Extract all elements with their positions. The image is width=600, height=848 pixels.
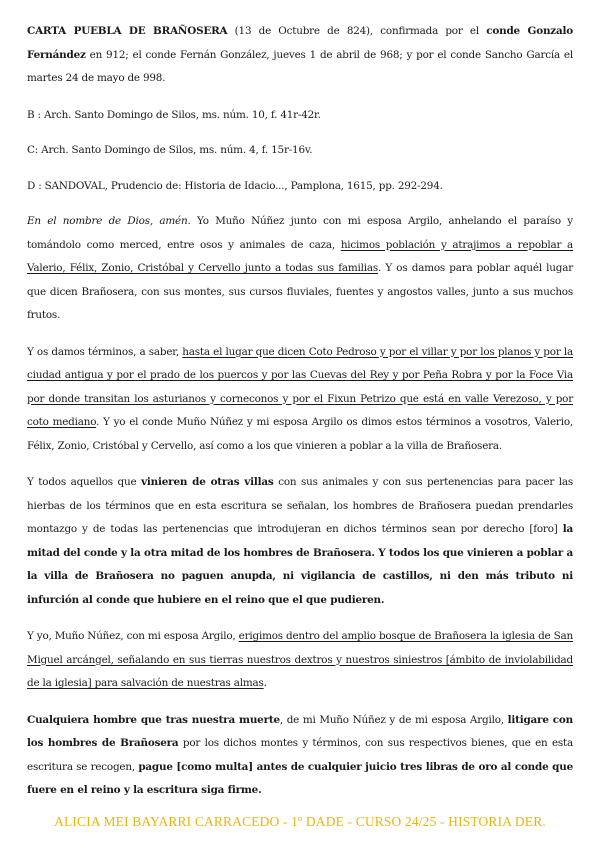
count-name: conde Gonzalo Fernández	[27, 25, 574, 61]
intro-text-2: en 912; el conde Fernán González, jueves 1 de abril de 968; y por el conde Sancho García el martes 24 de mayo de 998.	[27, 48, 573, 84]
boundaries-text-2: . Y yo el conde Muño Núñez y mi esposa Argilo os dimos estos términos a vosotros, Valerio, Félix, Zonio, Cristóbal y Cervello, así como a los que vinieren a poblar a la villa de Brañosera.	[27, 416, 573, 452]
church-text-2: .	[263, 677, 267, 689]
grazing-bold-1: vinieren de otras villas	[141, 476, 274, 488]
church-underlined: erigimos dentro del amplio bosque de Brañosera la iglesia de San Miguel arcángel, señalando en sus tierras nuestros dextros y nuestros siniestros [ámbito de inviolabilidad de la iglesia] para salvación de nuestras almas	[27, 630, 573, 689]
settlers-underlined: hicimos población y atrajimos a repoblar a Valerio, Félix, Zonio, Cristóbal y Cervello junto a todas sus familias	[27, 238, 574, 274]
source-d: D : SANDOVAL, Prudencio de: Historia de Idacio..., Pamplona, 1615, pp. 292-294.	[27, 179, 443, 192]
grazing-text-1: Y todos aquellos que	[27, 476, 142, 488]
penalty-bold-1: Cualquiera hombre que tras nuestra muerte	[27, 713, 280, 726]
intro-text-1: (13 de Octubre de 824), confirmada por el	[227, 25, 487, 37]
intro-paragraph	[27, 20, 573, 91]
source-b: B : Arch. Santo Domingo de Silos, ms. núm. 10, f. 41r-42r.	[27, 108, 321, 121]
grazing-bold-2: la mitad del conde y la otra mitad de los hombres de Brañosera. Y todos los que vinieren a poblar a la villa de Brañosera no paguen anupda, ni vigilancia de castillos, ni den más tributo ni infurción al conde que hubiere en el reino que el que pudieren.	[27, 523, 573, 606]
invocation: En el nombre de Dios, amén.	[27, 215, 191, 227]
penalty-paragraph	[27, 709, 573, 803]
grazing-text-2: con sus animales y con sus pertenencias para pacer las hierbas de los términos que en esta escritura se señalan, los hombres de Brañosera puedan prendarles montazgo y de todas las pertenencias que introdujeran en dichos términos sean por derecho [foro]	[27, 476, 573, 535]
boundaries-paragraph	[27, 341, 573, 459]
church-paragraph	[27, 625, 573, 696]
charter-title: CARTA PUEBLA DE BRAÑOSERA	[27, 25, 228, 37]
penalty-bold-3: pague [como multa] antes de cualquier juicio tres libras de oro al conde que fuere en el reino y la escritura siga firme.	[27, 760, 574, 796]
page-footer: ALICIA MEI BAYARRI CARRACEDO - 1º DADE - CURSO 24/25 - HISTORIA DER.	[54, 814, 546, 829]
boundaries-text-1: Y os damos términos, a saber,	[27, 345, 183, 358]
penalty-text-2: por los dichos montes y términos, con sus respectivos bienes, que en esta escritura se recogen,	[27, 737, 574, 773]
settlement-paragraph	[27, 210, 573, 328]
settlement-text-2: . Y os damos para poblar aquél lugar que dicen Brañosera, con sus montes, sus cursos fluviales, fuentes y angostos valles, junto a sus muchos frutos.	[27, 262, 573, 321]
boundaries-underlined: hasta el lugar que dicen Coto Pedroso y por el villar y por los planos y por la ciudad antigua y por el prado de los puercos y por las Cuevas del Rey y por Peña Robra y por la Foce Via por donde transitan los asturianos y corneconos y por el Fixun Petrizo que está en valle Verezoso, y por coto mediano	[27, 345, 573, 428]
document-body	[27, 20, 573, 816]
penalty-text-1: , de mi Muño Núñez y de mi esposa Argilo,	[279, 713, 508, 726]
church-text-1: Y yo, Muño Núñez, con mi esposa Argilo,	[27, 630, 239, 642]
penalty-bold-2: litigare con los hombres de Brañosera	[27, 713, 573, 749]
grazing-paragraph	[27, 471, 573, 612]
source-c: C: Arch. Santo Domingo de Silos, ms. núm. 4, f. 15r-16v.	[27, 144, 313, 156]
settlement-text-1: Yo Muño Núñez junto con mi esposa Argilo, anhelando el paraíso y tomándolo como merced, entre osos y animales de caza,	[27, 215, 573, 251]
